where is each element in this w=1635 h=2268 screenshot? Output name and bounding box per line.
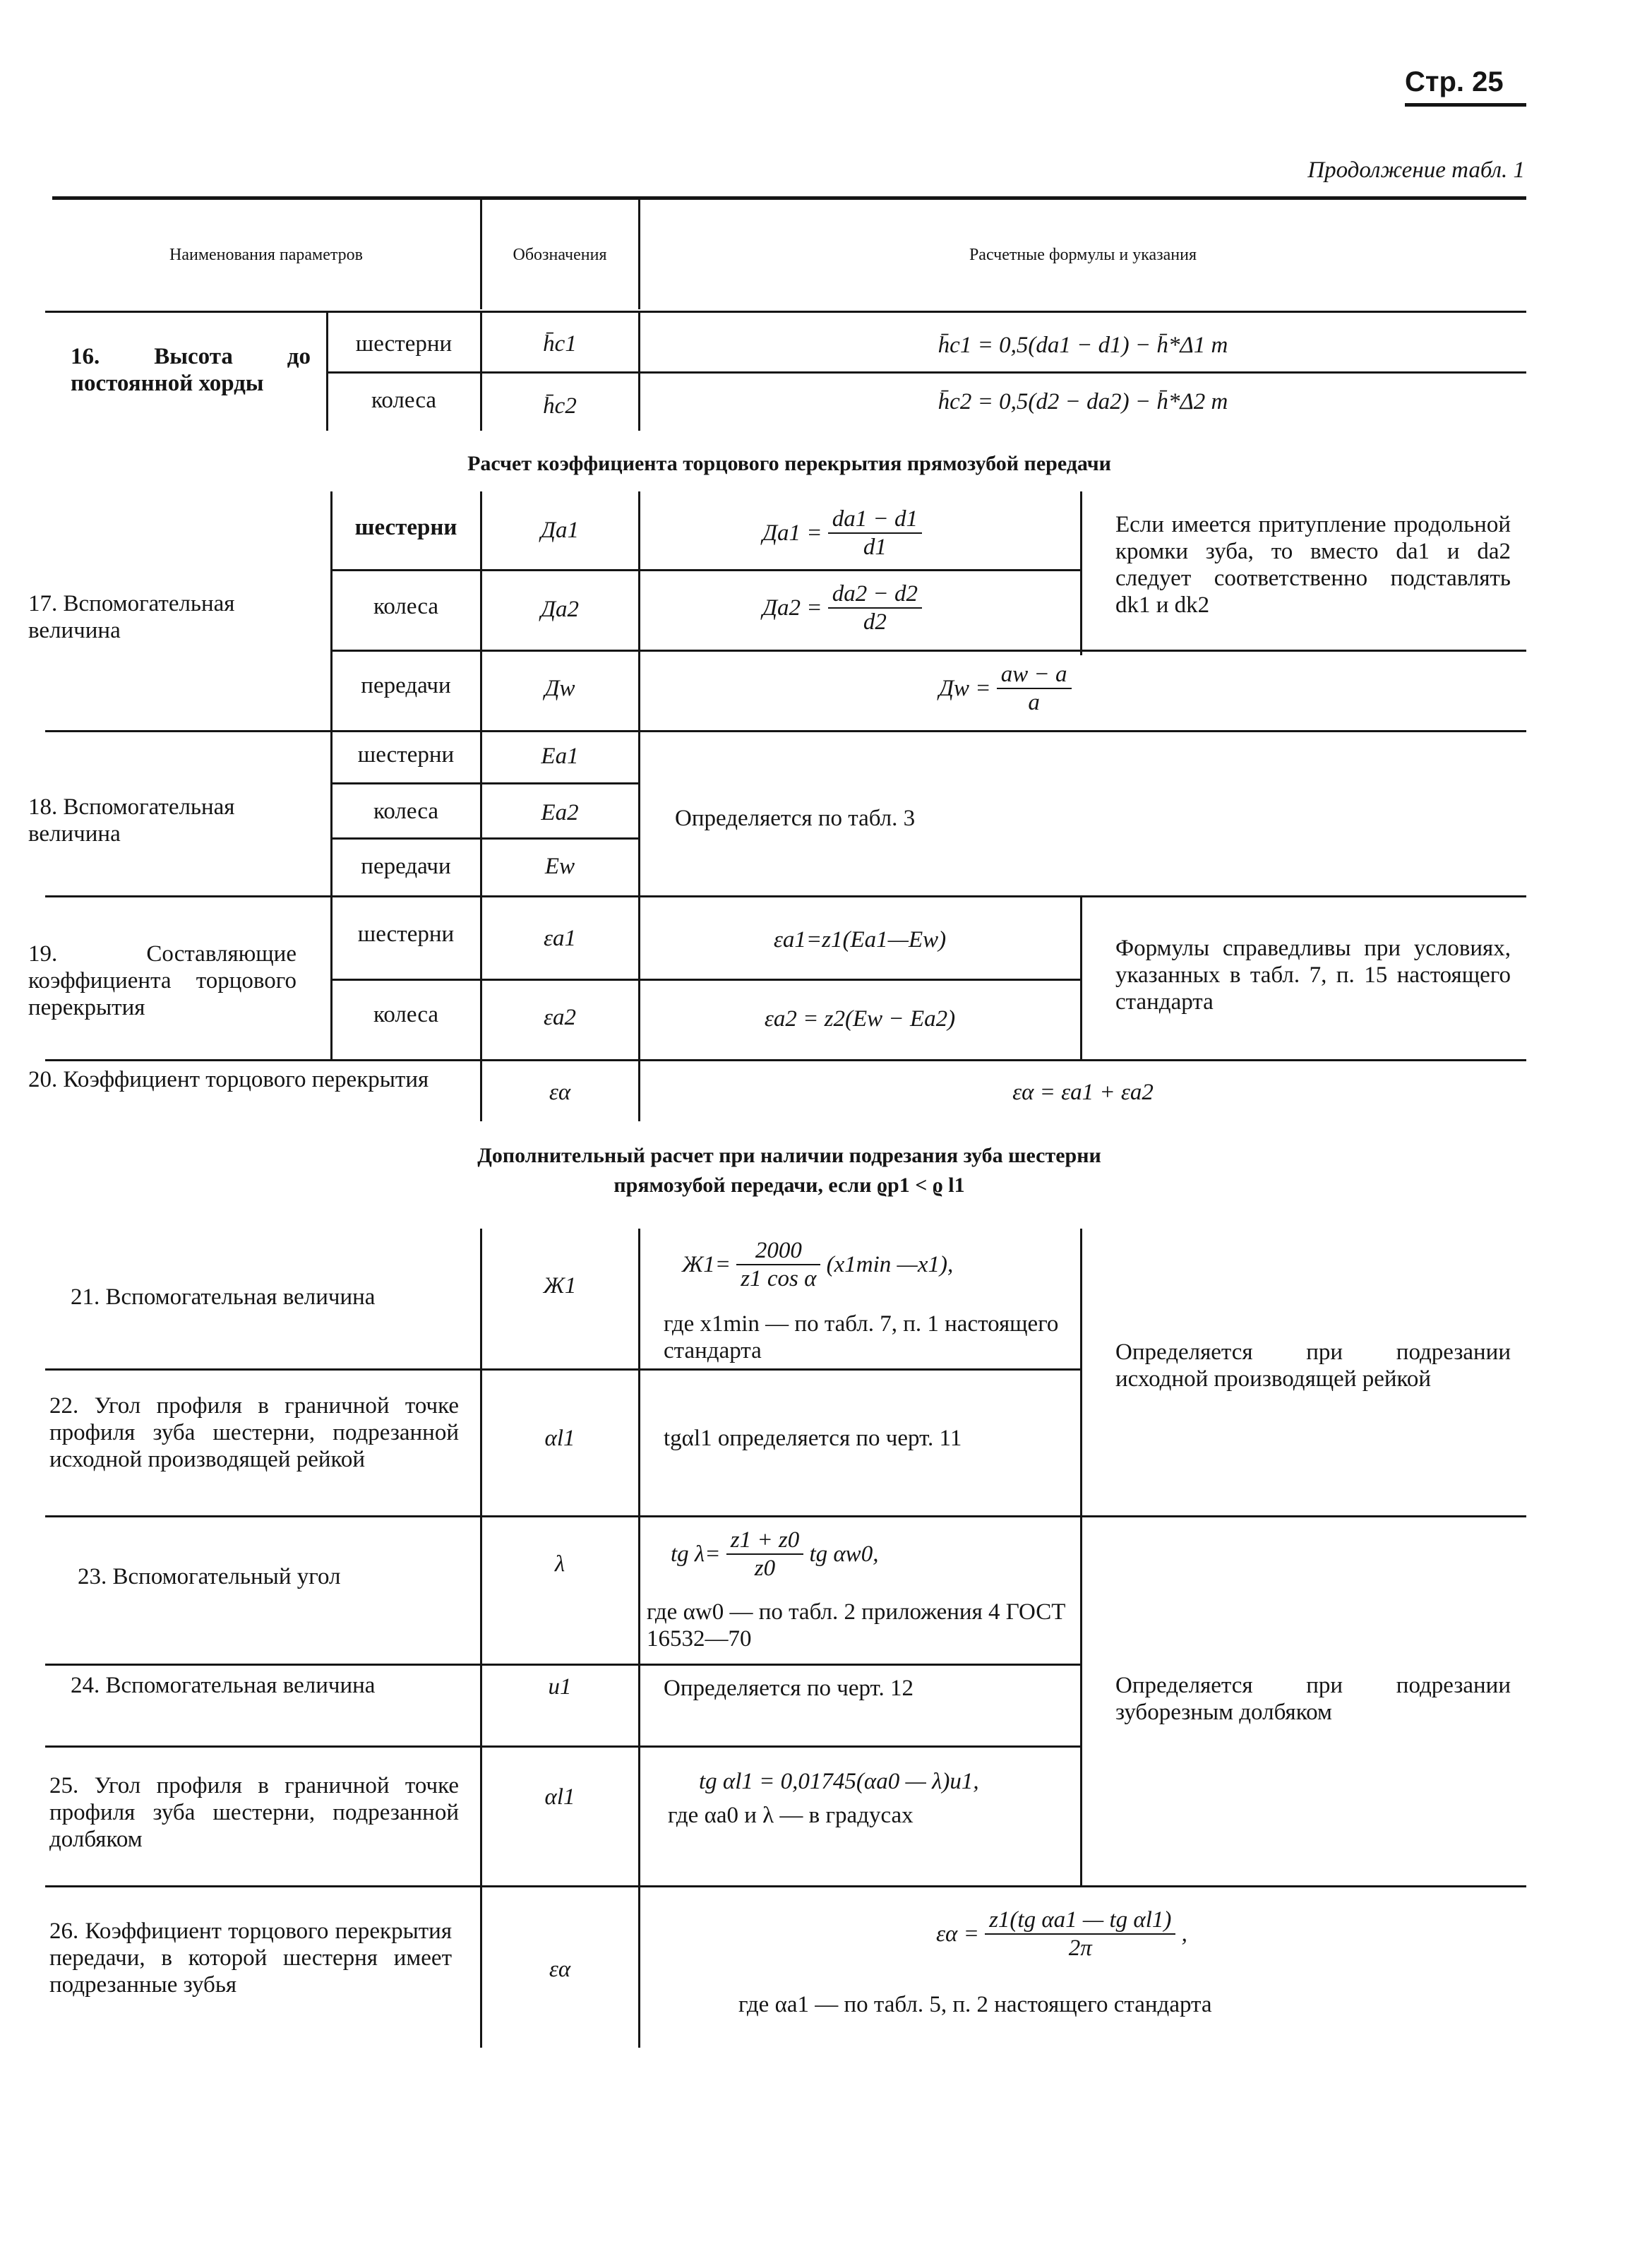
formula-lambda-fraction: [726, 1527, 803, 1582]
param-name-16: 16. Высота до постоянной хорды: [71, 344, 311, 396]
param-name-18: 18. Вспомогательная величина: [28, 794, 235, 847]
formula-Zh1-lhs: Ж1=: [682, 1252, 731, 1277]
symbol-Ea1: Ea1: [541, 744, 579, 769]
symbol-ea1: εa1: [543, 926, 576, 951]
note-rack-undercut: Определяется при подрезании исходной производящей рейкой: [1115, 1339, 1511, 1392]
row19-bottom-rule: [45, 1059, 1526, 1061]
row17-rule-d: [1080, 491, 1082, 655]
formula-Da1-den: d1: [863, 535, 887, 560]
param-name-21: 21. Вспомогательная величина: [71, 1284, 376, 1310]
formula-Da2-den: d2: [863, 609, 887, 635]
lower-rule-d: [1080, 1229, 1082, 1885]
formula-ea2: εa2 = z2(Ew − Ea2): [764, 1006, 956, 1032]
symbol-Da2: Дa2: [541, 597, 579, 622]
formula-eps-undercut-fraction: [985, 1906, 1175, 1962]
formula-Da1-fraction: [828, 506, 922, 561]
header-bottom-rule: [45, 311, 1526, 313]
row19-mid-rule: [330, 979, 1080, 981]
symbol-Da1: Дa1: [541, 518, 579, 543]
lower-rule-b: [480, 1229, 482, 2048]
row19-rule-d: [1080, 897, 1082, 1061]
label-wheel: колеса: [371, 388, 437, 413]
param-name-19: 19. Составляющие коэффициента торцового перекрытия: [28, 941, 297, 1020]
section-heading-2-line2: прямозубой передачи, если ϱp1 < ϱ l1: [613, 1174, 965, 1197]
formula-hc2: h̄c2 = 0,5(d2 − da2) − h̄*Δ2 m: [938, 389, 1228, 414]
formula-Zh1: [682, 1237, 953, 1292]
note-conditions: Формулы справедливы при условиях, указанных в табл. 7, п. 15 настоящего стандарта: [1115, 936, 1511, 1015]
formula-lambda-den: z0: [754, 1556, 776, 1581]
lower-rule-c: [638, 1229, 640, 2048]
symbol-Dw: Дw: [544, 676, 575, 701]
row21-bottom-rule: [45, 1368, 1080, 1371]
label-wheel: колеса: [373, 799, 439, 824]
symbol-Zh1: Ж1: [543, 1273, 577, 1299]
formula-alpha-l1-chart11: tgαl1 определяется по черт. 11: [664, 1426, 962, 1451]
formula-Da1: [762, 506, 922, 561]
label-pair: передачи: [361, 854, 451, 879]
symbol-u1: u1: [548, 1674, 572, 1700]
row18-bottom-rule: [45, 895, 1526, 897]
row17-rule-c: [638, 491, 640, 730]
formula-Dw-fraction: [997, 661, 1072, 716]
row18-rule-1: [330, 782, 638, 784]
row18-rule-2: [330, 837, 638, 840]
label-gear: шестерни: [357, 921, 455, 947]
column-header-name: Наименования параметров: [169, 246, 363, 264]
param-name-26: 26. Коэффициент торцового перекрытия передачи, в которой шестерня имеет подрезанные зубья: [49, 1918, 452, 1998]
formula-eps-undercut-num: z1(tg αa1 — tg αl1): [985, 1906, 1175, 1935]
row22-bottom-rule: [45, 1515, 1526, 1517]
formula-Da2-lhs: Дa2 =: [762, 595, 822, 621]
formula-Da2: [762, 580, 922, 635]
symbol-hc2: h̄c2: [543, 393, 577, 419]
symbol-Ea2: Ea2: [541, 800, 579, 825]
param-name-22: 22. Угол профиля в граничной точке профиля зуба шестерни, подрезанной исходной производящей рейкой: [49, 1393, 459, 1472]
symbol-alpha-l1-cutter: αl1: [544, 1784, 575, 1810]
symbol-eps-alpha-undercut: εα: [549, 1957, 571, 1982]
formula-chart12: Определяется по черт. 12: [664, 1676, 914, 1701]
row23-bottom-rule: [45, 1664, 1080, 1666]
formula-lambda-note: где αw0 — по табл. 2 приложения 4 ГОСТ 16532—70: [647, 1599, 1066, 1652]
label-gear: шестерни: [354, 515, 457, 540]
note-cutter-undercut: Определяется при подрезании зуборезным долбяком: [1115, 1673, 1511, 1725]
param-name-24: 24. Вспомогательная величина: [71, 1673, 376, 1698]
param-name-17: 17. Вспомогательная величина: [28, 591, 235, 643]
formula-Dw-lhs: Дw =: [939, 676, 991, 701]
symbol-ea2: εa2: [543, 1005, 576, 1030]
symbol-hc1: h̄c1: [543, 331, 577, 357]
section-heading-2-line1: Дополнительный расчет при наличии подрезания зуба шестерни: [477, 1144, 1101, 1167]
symbol-eps-alpha: εα: [549, 1080, 571, 1105]
formula-Dw: [939, 661, 1072, 716]
formula-ea1: εa1=z1(Ea1—Ew): [773, 927, 947, 953]
row17-rule-2: [330, 650, 1526, 652]
formula-hc1: h̄c1 = 0,5(da1 − d1) − h̄*Δ1 m: [938, 333, 1228, 358]
formula-eps-undercut-lhs: εα =: [936, 1921, 979, 1947]
column-header-symbol: Обозначения: [513, 246, 607, 264]
label-gear: шестерни: [357, 742, 455, 768]
formula-table-3: Определяется по табл. 3: [675, 806, 916, 831]
formula-Da1-num: da1 − d1: [828, 506, 922, 534]
row18-rule-c: [638, 732, 640, 895]
param-name-20: 20. Коэффициент торцового перекрытия: [28, 1067, 429, 1092]
symbol-Ew: Ew: [544, 854, 575, 879]
formula-lambda-num: z1 + z0: [726, 1527, 803, 1555]
symbol-alpha-l1: αl1: [544, 1426, 575, 1451]
formula-alpha-l1-note: где αa0 и λ — в градусах: [668, 1803, 914, 1828]
formula-alpha-l1-cutter: tg αl1 = 0,01745(αa0 — λ)u1,: [699, 1769, 979, 1794]
formula-Zh1-num: 2000: [736, 1237, 820, 1265]
section-heading-1: Расчет коэффициента торцового перекрытия прямозубой передачи: [467, 452, 1111, 475]
formula-lambda-lhs: tg λ=: [671, 1541, 721, 1567]
formula-Dw-den: a: [1028, 690, 1040, 715]
formula-eps-alpha: εα = εa1 + εa2: [1012, 1080, 1154, 1105]
page-number-underline: [1405, 103, 1526, 107]
formula-Zh1-rhs: (x1min —x1),: [826, 1252, 954, 1277]
table-continuation: Продолжение табл. 1: [1307, 157, 1525, 183]
formula-eps-undercut-comma: ,: [1181, 1921, 1187, 1947]
label-wheel: колеса: [373, 1002, 439, 1027]
formula-Da2-num: da2 − d2: [828, 580, 922, 609]
row16-mid-rule: [326, 371, 1526, 374]
table-top-rule: [52, 196, 1526, 200]
formula-Dw-num: aw − a: [997, 661, 1072, 689]
param-name-25: 25. Угол профиля в граничной точке профиля зуба шестерни, подрезанной долбяком: [49, 1773, 459, 1852]
formula-eps-alpha-undercut: [936, 1906, 1187, 1962]
page-number: Стр. 25: [1405, 66, 1504, 97]
row17-rule-1: [330, 569, 1080, 571]
label-pair: передачи: [361, 673, 451, 698]
row17-bottom-rule: [45, 730, 1526, 732]
note-blunt-edge: Если имеется притупление продольной кромки зуба, то вместо da1 и da2 следует соответственно подставлять dk1 и dk2: [1115, 512, 1511, 618]
formula-lambda-rhs: tg αw0,: [809, 1541, 879, 1567]
column-header-formula: Расчетные формулы и указания: [969, 246, 1197, 264]
formula-eps-undercut-den: 2π: [1068, 1935, 1092, 1961]
formula-eps-undercut-note: где αa1 — по табл. 5, п. 2 настоящего стандарта: [738, 1992, 1212, 2017]
formula-lambda: [671, 1527, 878, 1582]
row24-bottom-rule: [45, 1745, 1080, 1748]
label-wheel: колеса: [373, 594, 439, 619]
formula-Zh1-note: где x1min — по табл. 7, п. 1 настоящего стандарта: [664, 1311, 1059, 1363]
formula-Zh1-fraction: [736, 1237, 820, 1292]
formula-Da2-fraction: [828, 580, 922, 635]
label-gear: шестерни: [355, 331, 453, 357]
symbol-lambda: λ: [554, 1551, 565, 1577]
param-name-23: 23. Вспомогательный угол: [78, 1564, 341, 1589]
formula-Da1-lhs: Дa1 =: [762, 520, 822, 546]
formula-Zh1-den: z1 cos α: [741, 1266, 817, 1291]
row25-bottom-rule: [45, 1885, 1526, 1887]
